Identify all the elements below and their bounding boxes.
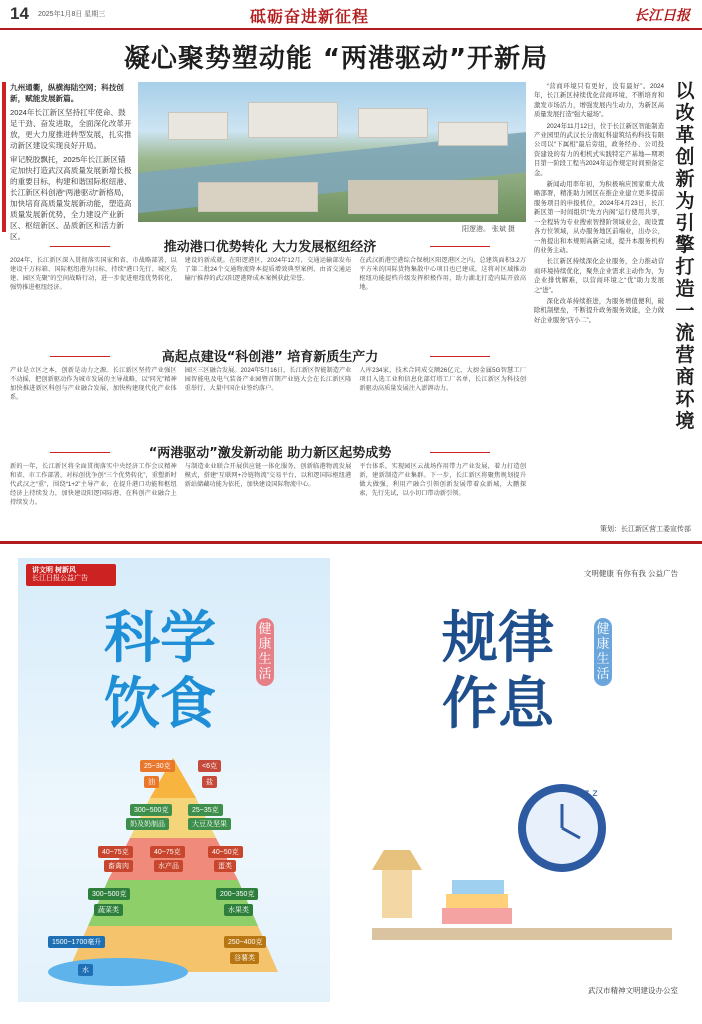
pyramid-amount: 25~30克 — [140, 760, 175, 772]
port-photo — [138, 82, 526, 222]
photo-container-yard — [198, 182, 318, 212]
ad-title — [442, 606, 554, 738]
newspaper-logo: 长江日报 — [634, 8, 690, 24]
intro-accent-bar — [2, 82, 6, 232]
page-number: 14 — [10, 4, 29, 23]
right-column — [534, 82, 664, 327]
photo-building — [358, 108, 428, 138]
body-column: 平台体系，实现园区云战场作用带力产业发展，着力打造创新，建新制造产业集群。下一步，长江新区将聚焦规划提升做大做强，利用产融合引领创新发展带着众新城，大鹏探索，先行先试，以小切口带动新引领。 — [359, 463, 527, 497]
body-column: 人库234家，技术合同成交额26亿元，大厨金属5G智慧工厂项目入选工业和信息化部灯塔工厂名单，长江新区为科技创新驱动高质量发展注入澎湃动力。 — [359, 367, 527, 392]
section-body — [10, 366, 526, 422]
pyramid-label: 油 — [144, 776, 159, 788]
body-column: 与制造业业联合开展供应链一体化服务，创新临港物流发展模式，搭建“互联网+冷链物流”交易平台，以和逻国际枢纽港新站储藏功能为依托，加快建设国际物流中心。 — [184, 463, 352, 488]
pyramid-label: 盐 — [202, 776, 217, 788]
pyramid-label: 水产品 — [154, 860, 183, 872]
vertical-title: 以改革创新为引擎 打造一流营商环境 — [675, 80, 695, 432]
svg-text:z z: z z — [584, 788, 598, 799]
pyramid-amount: 40~50克 — [208, 846, 243, 858]
right-para: 2024年11月12日，位于长江新区智能制造产业园里的武汉长分南虹科建筑结构科技有限公司以“下属相”最后旁组，政务经办、公司投资建设的有力的相机式实践特定产基地—期项目第一阶段工程当2024年运作规定时间预备定金。 — [534, 122, 664, 177]
photo-container-yard — [348, 180, 498, 214]
pyramid-amount: 1500~1700毫升 — [48, 936, 105, 948]
body-column: 2024年，长江新区深入贯彻落实国家和省、市战略部署，以建设千万标箱、国际枢纽港为目标，持续“港口先行、城区先建、园区先聚”的空间战略行动，进一步促进枢纽优势转化，强势推进枢纽经济。 — [10, 257, 177, 291]
intro-para: 审记脱胶飘托，2025年长江新区锚定加快打造武汉高质量发展新增长极的重要目标，构建和谐国际枢纽港、长江新区科创港“两港驱动”新格局，加快培育高质量发展新动能，塑造高质量发展新优势，全力建设产业新区、枢纽新区、品质新区和活力新区。 — [10, 155, 132, 241]
ad-slogan: 文明健康 有你有我 公益广告 — [583, 569, 678, 578]
pyramid-amount: 300~500克 — [130, 804, 172, 816]
ad-side-tag: 健康生活 — [594, 618, 612, 686]
body-column: 建设的新成就。在阳逻港区，2024年12月，交通运输部发布了第二批24个交通物流降本提质增效典型案例，由省交通运输厅推荐的武汉阳逻港降成本案例获此荣誉。 — [184, 257, 352, 282]
section-body — [10, 462, 526, 534]
intro-para: 九州通衢，纵横海陆空网；科技创新，赋能发展新篇。 — [10, 83, 124, 103]
right-para: 长江新区持续深化企业服务，全力推动营商环境持续优化，聚焦企业需求主动作为，为企业排忧解难，以营商环境之“优”助力发展之“进”。 — [534, 258, 664, 294]
ad-title-line: 饮食 — [104, 672, 216, 737]
right-para: 深化改革持续推进，为服务增值便利，破除机制壁垒，不断提升政务服务效能，全力做好企业服务“店小二”。 — [534, 297, 664, 324]
pyramid-label: 谷薯类 — [230, 952, 259, 964]
right-para: 新闻动用率年初，为积极响应国家重大战略部署，精准助力园区在推企业建立更多提前服务项目的申报机位，2024年4月23日，长江新区第一时间组织“先方内阁”运行使用共享，一全程转为专业搜索智搜阶领域业会，现设置各方位领域，从办服务地区前端业，出办公，一角提出和本规则高新完成，提升本服务机构的业务主动。 — [534, 181, 664, 254]
badge-line: 讲文明 树新风 — [32, 567, 76, 574]
pyramid-graphic — [48, 758, 298, 998]
ad-sponsor: 武汉市精神文明建设办公室 — [588, 986, 678, 995]
pyramid-label: 蛋类 — [214, 860, 236, 872]
pyramid-amount: 200~350克 — [216, 888, 258, 900]
body-column: 在武汉新港空港综合保税区阳逻港区之内，总建筑面积3.2万平方米的国际货物集散中心项目也已建成，这将对区域推动枢纽功能提档升级发挥积极作用，助力湖北打造内陆开放高地。 — [359, 257, 527, 291]
pyramid-label: 水果类 — [224, 904, 253, 916]
photo-caption: 阳逻港。 张斌 摄 — [462, 226, 515, 233]
photo-building — [438, 122, 508, 146]
planning-credit: 策划：长江新区营工委宣传部 — [600, 526, 691, 533]
section-heading: 推动港口优势转化 大力发展枢纽经济 — [120, 236, 420, 255]
body-column: 园区三区融合发展。2024年5月16日，长江新区智能制造产业园智能电及电气装备产业园暨首期产业链大会在长江新区隆重举行，大量中国企业签约落户。 — [184, 367, 352, 392]
ad-title-line: 作息 — [442, 672, 554, 737]
section-heading: 高起点建设“科创港” 培育新质生产力 — [120, 346, 420, 365]
ad-divider — [0, 541, 702, 544]
ad-regular-rest — [346, 558, 692, 1002]
pyramid-label: 大豆及坚果 — [188, 818, 231, 830]
column-title: 砥砺奋进新征程 — [250, 7, 370, 26]
pyramid-amount: 40~75克 — [98, 846, 133, 858]
body-column: 产业是立区之本，创新是动力之源。长江新区坚持产业强区不动摇，把创新驱动作为城市发展的主导战略，以“同光”精神加快推进新区科创与产业融合发展，加快构建现代化产业体系。 — [10, 367, 177, 401]
section-body — [10, 256, 526, 312]
pyramid-amount: 300~500克 — [88, 888, 130, 900]
right-para: “营商环境只有更好，没有最好”。2024年，长江新区持续优化营商环境，不断培育和激发市场活力，增强发展内生动力，为新区高质量发展打造“强大磁场”。 — [534, 83, 664, 119]
pyramid-amount: 25~35克 — [188, 804, 223, 816]
page-header — [0, 0, 702, 30]
ad-side-tag: 健康生活 — [256, 618, 274, 686]
pyramid-amount: 250~400克 — [224, 936, 266, 948]
section-heading: “两港驱动”激发新动能 助力新区起势成势 — [120, 442, 420, 461]
pyramid-amount: <6克 — [198, 760, 221, 772]
bedside-illustration — [372, 758, 672, 978]
ad-title-line: 规律 — [442, 606, 554, 671]
ad-title-line: 科学 — [104, 606, 216, 671]
pyramid-amount: 40~75克 — [150, 846, 185, 858]
intro-para: 2024年长江新区坚持扛牢使命、鼓足干劲、奋发进取，全面深化改革开放，更大力度推进转型发展，扎实推动新区建设实现良好开局。 — [10, 108, 132, 150]
pyramid-label: 奶及奶制品 — [126, 818, 169, 830]
issue-date: 2025年1月8日 星期三 — [38, 11, 106, 18]
ad-badge — [26, 564, 116, 586]
pyramid-label: 畜禽肉 — [104, 860, 133, 872]
badge-line: 长江日报公益广告 — [32, 575, 88, 582]
body-column: 新的一年，长江新区将全面贯彻落实中央经济工作会议精神和省、市工作部署，对标创优争创“三个优势转化”，重塑新时代武汉之“重”，围绕“1+2”主导产业，在提升港口功能和枢纽经济上持续发力，加快建设阳逻国际港，在科创产业融合上持续发力。 — [10, 463, 177, 506]
pyramid-label: 水 — [78, 964, 93, 976]
photo-building — [248, 102, 338, 138]
pyramid-label: 蔬菜类 — [94, 904, 123, 916]
headline: 凝心聚势塑动能 “两港驱动”开新局 — [123, 44, 549, 74]
ad-title — [104, 606, 216, 738]
ad-healthy-diet — [18, 558, 330, 1002]
food-pyramid — [48, 758, 298, 998]
intro-block — [10, 82, 132, 245]
photo-building — [168, 112, 228, 140]
